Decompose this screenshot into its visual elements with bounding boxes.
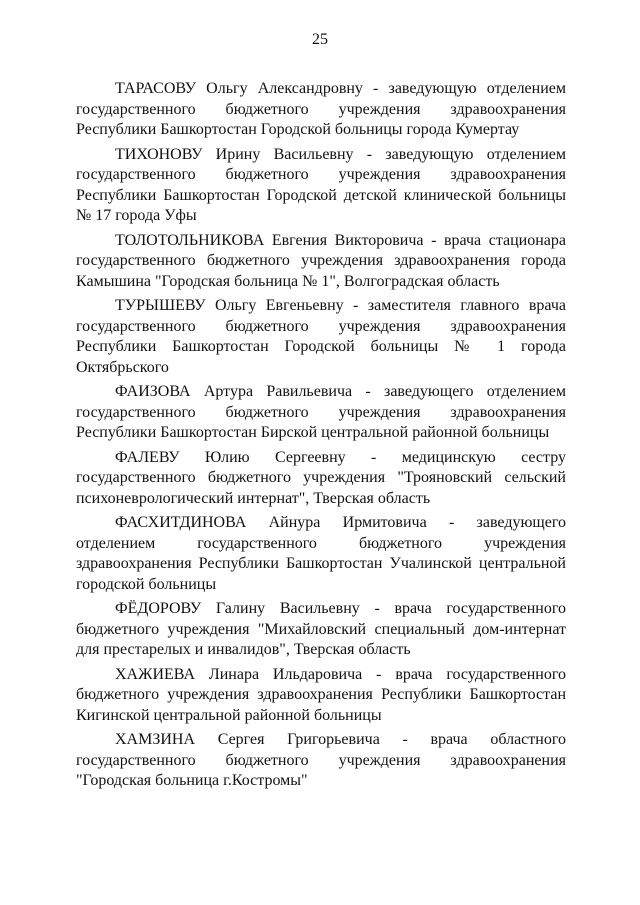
document-body <box>76 79 566 796</box>
award-entry-faleva: ФАЛЕВУ Юлию Сергеевну - медицинскую сестру государственного бюджетного учреждения "Трояновский сельский психоневрологический интернат", Тверская область <box>76 448 566 507</box>
award-entry-fedorova: ФЁДОРОВУ Галину Васильевну - врача государственного бюджетного учреждения "Михайловский специальный дом-интернат для престарелых и инвалидов", Тверская область <box>76 600 566 658</box>
award-entry-khamzin: ХАМЗИНА Сергея Григорьевича - врача областного государственного бюджетного учреждения здравоохранения "Городская больница г.Костромы" <box>76 731 566 789</box>
award-entry-tarasova: ТАРАСОВУ Ольгу Александровну - заведующую отделением государственного бюджетного учреждения здравоохранения Республики Башкортостан Городской больницы города Кумертау <box>76 80 566 138</box>
award-entry-khazhiev: ХАЖИЕВА Линара Ильдаровича - врача государственного бюджетного учреждения здравоохранения Республики Башкортостан Кигинской центральной районной больницы <box>76 665 566 724</box>
award-entry-faskhitdinov: ФАСХИТДИНОВА Айнура Ирмитовича - заведующего отделением государственного бюджетного учреждения здравоохранения Республики Башкортостан Учалинской центральной городской больницы <box>76 514 566 593</box>
award-entry-tikhonova: ТИХОНОВУ Ирину Васильевну - заведующую отделением государственного бюджетного учреждения здравоохранения Республики Башкортостан Городской детской клинической больницы № 17 города Уфы <box>76 145 566 224</box>
award-entry-turysheva: ТУРЫШЕВУ Ольгу Евгеньевну - заместителя главного врача государственного бюджетного учреждения здравоохранения Республики Башкортостан Городской больницы № 1 города Октябрьского <box>76 297 566 376</box>
award-entry-tolotolnikov: ТОЛОТОЛЬНИКОВА Евгения Викторовича - врача стационара государственного бюджетного учреждения здравоохранения города Камышина "Городская больница № 1", Волгоградская область <box>76 231 566 290</box>
award-entry-faizov: ФАИЗОВА Артура Равильевича - заведующего отделением государственного бюджетного учреждения здравоохранения Республики Башкортостан Бирской центральной районной больницы <box>76 383 566 441</box>
page-number: 25 <box>312 31 328 48</box>
